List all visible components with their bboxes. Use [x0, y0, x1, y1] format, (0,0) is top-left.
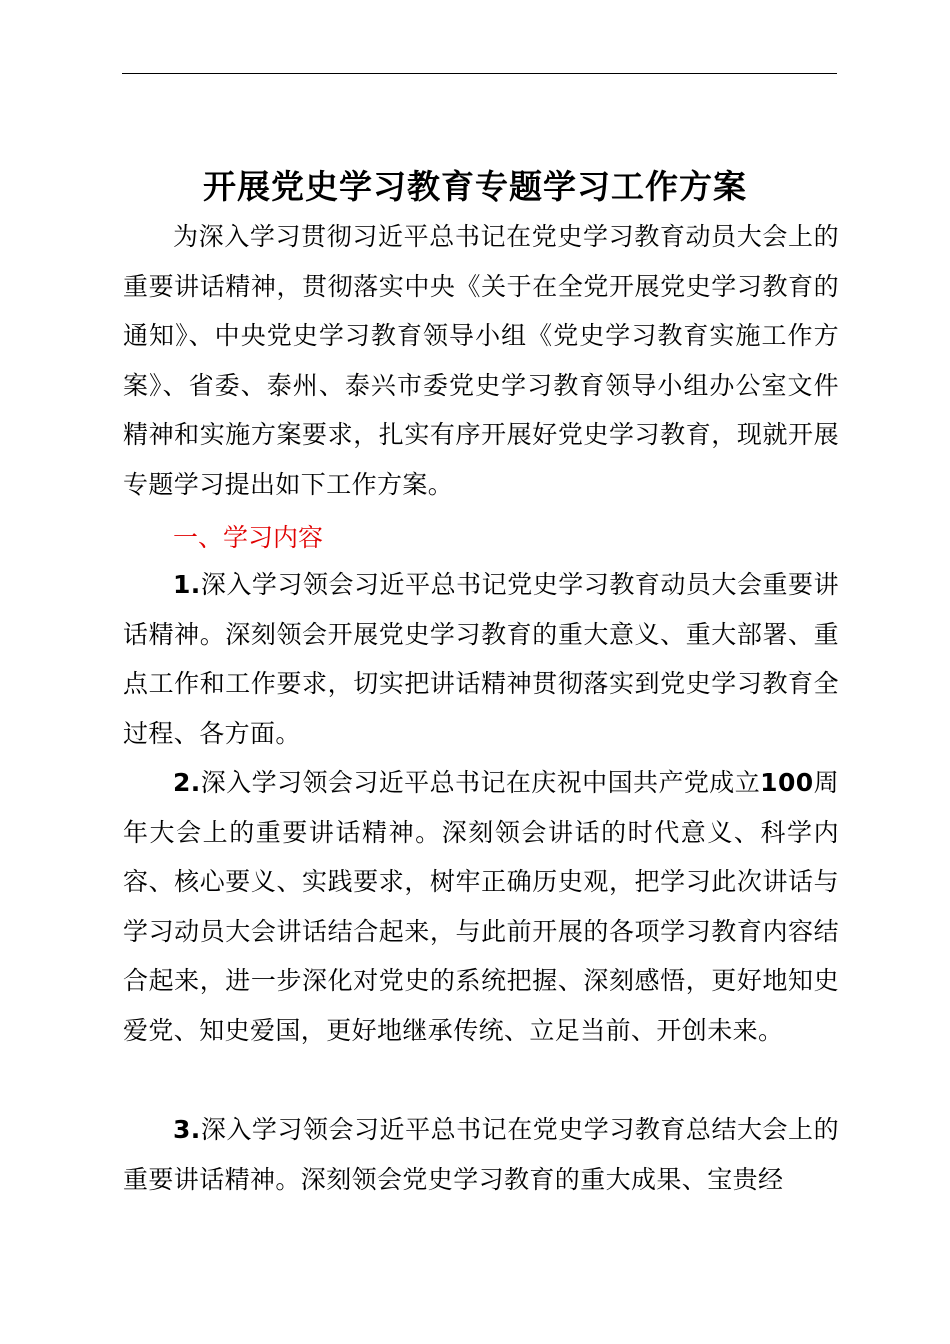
intro-paragraph: 为深入学习贯彻习近平总书记在党史学习教育动员大会上的重要讲话精神，贯彻落实中央《关于在全党开展党史学习教育的通知》、中央党史学习教育领导小组《党史学习教育实施工作方案》、省委、泰州、泰兴市委党史学习教育领导小组办公室文件精神和实施方案要求，扎实有序开展好党史学习教育，现就开展专题学习提出如下工作方案。: [123, 222, 839, 499]
list-item-2: [123, 758, 839, 1055]
header-rule: [122, 73, 837, 74]
item-number: 1.: [173, 570, 201, 599]
item-number-100: 100: [760, 768, 814, 797]
document-title: 开展党史学习教育专题学习工作方案: [203, 167, 747, 207]
item-text: 深入学习领会习近平总书记在庆祝中国共产党成立: [200, 768, 761, 797]
item-number: 3.: [173, 1115, 201, 1144]
item-text: 深入学习领会习近平总书记党史学习教育动员大会重要讲话精神。深刻领会开展党史学习教育的重大意义、重大部署、重点工作和工作要求，切实把讲话精神贯彻落实到党史学习教育全过程、各方面。: [123, 570, 839, 748]
list-item-3: [123, 1105, 839, 1204]
section-heading-content: 一、学习内容: [173, 523, 324, 552]
list-item-1: [123, 560, 839, 758]
item-text: 深入学习领会习近平总书记在党史学习教育总结大会上的重要讲话精神。深刻领会党史学习教育的重大成果、宝贵经: [123, 1115, 839, 1194]
item-number: 2.: [173, 768, 201, 797]
item-text: 周年大会上的重要讲话精神。深刻领会讲话的时代意义、科学内容、核心要义、实践要求，树牢正确历史观，把学习此次讲话与学习动员大会讲话结合起来，与此前开展的各项学习教育内容结合起来，进一步深化对党史的系统把握、深刻感悟，更好地知史爱党、知史爱国，更好地继承传统、立足当前、开创未来。: [123, 768, 839, 1045]
